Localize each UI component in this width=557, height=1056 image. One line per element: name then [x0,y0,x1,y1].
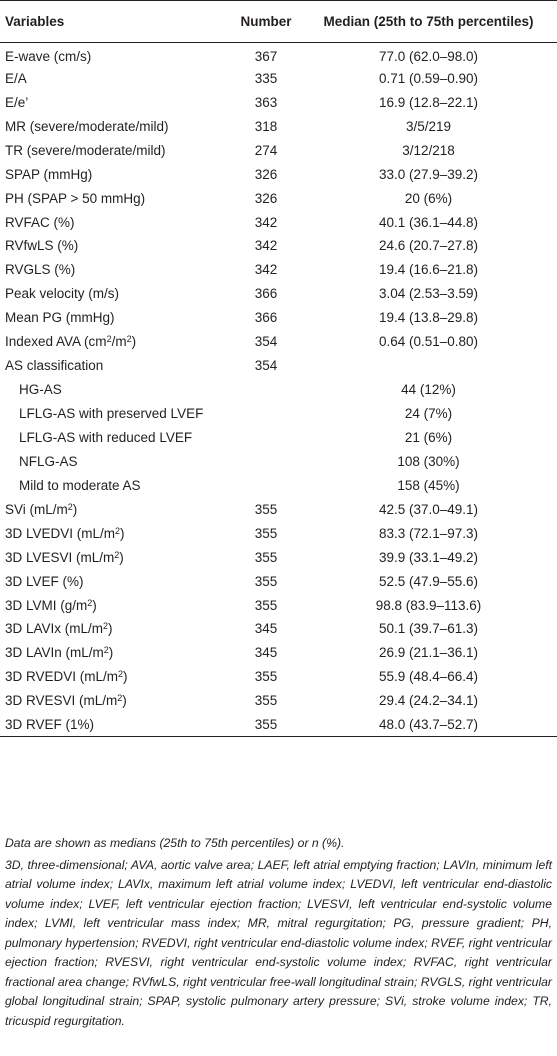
table-row [0,545,557,569]
variable-text: ) [108,621,113,637]
table-row [0,689,557,713]
cell-variable [0,138,232,162]
cell-number: 355 [254,549,278,565]
table-header [0,1,557,43]
cell-variable [0,114,232,138]
header-variables: Variables [0,1,232,43]
cell-variable [0,521,232,545]
cell-variable [0,713,232,737]
cell-number [232,426,300,450]
cell-variable [0,43,232,67]
table-row [0,354,557,378]
variable-text: HG-AS [19,382,62,398]
variable-text: 3D RVEDVI (mL/m [5,669,119,685]
cell-number: 345 [254,645,278,661]
table-row [0,593,557,617]
variable-text: 3D RVESVI (mL/m [5,693,118,709]
table-row [0,569,557,593]
cell-variable [0,210,232,234]
variable-text: E-wave (cm/s) [5,49,92,65]
table-row [0,449,557,473]
variable-text: 3D LVMI (g/m [5,597,88,613]
table-row [0,426,557,450]
table-row [0,617,557,641]
cell-number: 363 [254,94,278,110]
variable-text: ) [123,669,128,685]
superscript: 2 [117,693,123,704]
cell-variable [0,282,232,306]
cell-number: 355 [254,597,278,613]
variable-text: 3D LVEF (%) [5,573,84,589]
cell-number: 366 [254,286,278,302]
cell-number: 355 [254,669,278,685]
header-number: Number [232,1,300,43]
cell-variable [0,545,232,569]
cell-median: 77.0 (62.0–98.0) [378,49,479,65]
table-row [0,713,557,737]
cell-number: 355 [254,693,278,709]
cell-number: 342 [254,238,278,254]
table-row [0,210,557,234]
cell-median: 42.5 (37.0–49.1) [378,501,479,517]
variable-text: LFLG-AS with reduced LVEF [19,429,193,445]
variable-text: RVFAC (%) [5,214,75,230]
header-median: Median (25th to 75th percentiles) [300,1,557,43]
table-row [0,43,557,67]
variable-text: 3D LAVIn (mL/m [5,645,104,661]
header-row [0,1,557,43]
cell-median [300,354,557,378]
cell-variable [0,593,232,617]
superscript: 2 [103,621,109,632]
variable-text: Peak velocity (m/s) [5,286,120,302]
cell-variable [0,354,232,378]
table-row [0,90,557,114]
variable-text: Mild to moderate AS [19,477,141,493]
cell-variable [0,258,232,282]
variable-text: PH (SPAP > 50 mmHg) [5,190,146,206]
cell-median: 20 (6%) [404,190,453,206]
variable-text: 3D LAVIx (mL/m [5,621,104,637]
cell-number: 335 [254,70,278,86]
cell-variable [0,665,232,689]
table-footnotes [5,834,552,1031]
superscript: 2 [118,669,124,680]
variable-text: RVGLS (%) [5,262,76,278]
cell-variable [0,689,232,713]
cell-median: 0.64 (0.51–0.80) [378,334,479,350]
cell-median: 24 (7%) [404,406,453,422]
cell-median: 98.8 (83.9–113.6) [375,597,482,613]
cell-median: 40.1 (36.1–44.8) [378,214,479,230]
footnote-data-description: Data are shown as medians (25th to 75th percentiles) or n (%). [5,836,345,850]
cell-number: 274 [254,142,278,158]
variable-text: ) [119,549,124,565]
cell-median: 19.4 (13.8–29.8) [378,310,479,326]
cell-median: 158 (45%) [397,477,460,493]
table-row [0,402,557,426]
cell-variable [0,473,232,497]
cell-variable [0,330,232,354]
variable-text: SVi (mL/m [5,501,68,517]
cell-number: 345 [254,621,278,637]
cell-number: 355 [254,525,278,541]
superscript: 2 [87,597,93,608]
superscript: 2 [115,525,121,536]
superscript: 2 [106,334,112,345]
cell-median: 48.0 (43.7–52.7) [300,713,557,737]
cell-number: 318 [254,118,278,134]
cell-number: 342 [254,214,278,230]
cell-number [232,378,300,402]
superscript: 2 [103,645,109,656]
cell-number: 326 [254,190,278,206]
cell-variable [0,617,232,641]
cell-number: 355 [254,501,278,517]
table-row [0,258,557,282]
cell-median: 26.9 (21.1–36.1) [378,645,479,661]
cell-number [232,402,300,426]
table-row [0,497,557,521]
cell-median: 44 (12%) [401,382,456,398]
cell-number: 326 [254,166,278,182]
cell-median: 108 (30%) [397,453,460,469]
cell-median: 19.4 (16.6–21.8) [378,262,479,278]
cell-number: 367 [254,49,278,65]
table-row [0,186,557,210]
cell-number: 355 [232,713,300,737]
variable-text: ) [120,525,125,541]
cell-variable [0,306,232,330]
cell-variable [0,162,232,186]
table-row [0,641,557,665]
variable-text: LFLG-AS with preserved LVEF [19,406,204,422]
cell-variable [0,426,232,450]
cell-variable [0,378,232,402]
variable-text: AS classification [5,358,104,374]
cell-variable [0,234,232,258]
cell-variable [0,90,232,114]
variable-text: ) [72,501,78,517]
cell-variable [0,497,232,521]
cell-median: 83.3 (72.1–97.3) [378,525,479,541]
table-row [0,234,557,258]
variable-text: ) [92,597,97,613]
cell-number [232,449,300,473]
superscript: 2 [114,549,120,560]
table-row [0,665,557,689]
footnote-abbreviations: 3D, three-dimensional; AVA, aortic valve area; LAEF, left atrial emptying fraction; LAVIn, minimum left atrial volume index; LAVIx, maximum left atrial volume index; LVEDVI, left ventricular end-diastolic volume index; LVEF, left ventricular ejection fraction; LVESVI, left ventricular end-systolic volume index; LVMI, left ventricular mass index; MR, mitral regurgitation; PG, pressure gradient; PH, pulmonary hypertension; RVEDVI, right ventricular end-diastolic volume index; RVEF, right ventricular ejection fraction; RVESVI, right ventricular end-systolic volume index; RVFAC, right ventricular fractional area change; RVfwLS, right ventricular free-wall longitudinal strain; RVGLS, right ventricular global longitudinal strain; SPAP, systolic pulmonary artery pressure; SVi, stroke volume index; TR, tricuspid regurgitation. [5,857,552,1028]
cell-number: 342 [254,262,278,278]
variable-text: E/A [5,70,27,86]
variable-text: NFLG-AS [19,453,78,469]
variable-text: Mean PG (mmHg) [5,310,115,326]
cell-median: 3/12/218 [402,142,455,158]
cell-variable [0,402,232,426]
variable-text: ) [122,693,127,709]
cell-variable [0,641,232,665]
variable-text: /m [111,334,127,350]
cell-number: 366 [254,310,278,326]
cell-median: 29.4 (24.2–34.1) [378,693,479,709]
variable-text: ) [131,334,137,350]
cell-variable [0,66,232,90]
variable-text: 3D LVESVI (mL/m [5,549,115,565]
table-body [0,43,557,737]
cell-variable [0,186,232,210]
variable-text: 3D LVEDVI (mL/m [5,525,116,541]
cell-number: 355 [254,573,278,589]
cell-median: 21 (6%) [404,429,453,445]
cell-median: 33.0 (27.9–39.2) [378,166,479,182]
variable-text: RVfwLS (%) [5,238,79,254]
table-row [0,138,557,162]
table-row [0,306,557,330]
table-row [0,473,557,497]
table-row [0,66,557,90]
cell-median: 24.6 (20.7–27.8) [378,238,479,254]
cell-number [232,473,300,497]
cell-number: 354 [254,358,278,374]
cell-number: 354 [254,334,278,350]
cell-median: 0.71 (0.59–0.90) [378,70,479,86]
cell-variable [0,449,232,473]
table-row [0,330,557,354]
superscript: 2 [126,334,132,345]
variable-text: ) [108,645,114,661]
table-row [0,114,557,138]
table-row [0,378,557,402]
table-row [0,162,557,186]
table-row [0,282,557,306]
cell-median: 52.5 (47.9–55.6) [378,573,479,589]
variable-text: SPAP (mmHg) [5,166,93,182]
variable-text: 3D RVEF (1%) [5,716,95,732]
cell-median: 39.9 (33.1–49.2) [378,549,479,565]
cell-variable [0,569,232,593]
cell-median: 50.1 (39.7–61.3) [378,621,479,637]
cell-median: 3/5/219 [405,118,452,134]
cell-median: 3.04 (2.53–3.59) [378,286,479,302]
table-row [0,521,557,545]
variable-text: MR (severe/moderate/mild) [5,118,169,134]
variable-text: Indexed AVA (cm [5,334,107,350]
cell-median: 16.9 (12.8–22.1) [378,94,479,110]
superscript: 2 [67,501,73,512]
variable-text: TR (severe/moderate/mild) [5,142,166,158]
cell-median: 55.9 (48.4–66.4) [378,669,479,685]
variable-text: E/e’ [5,94,29,110]
